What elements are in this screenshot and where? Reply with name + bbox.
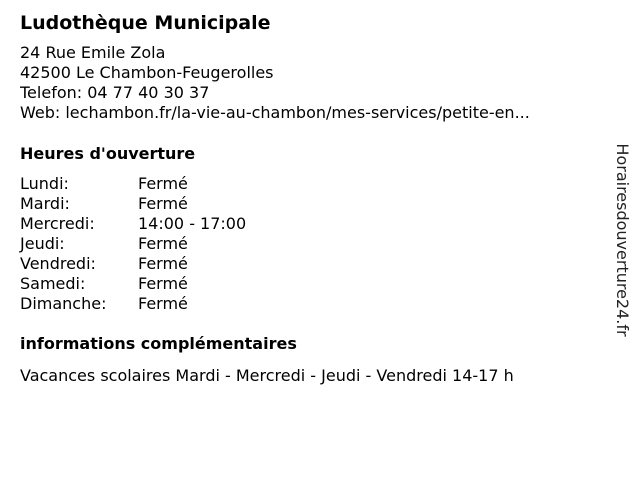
- day-hours: Fermé: [138, 254, 188, 273]
- address-block: [20, 43, 610, 123]
- opening-hours-table: [20, 174, 246, 314]
- opening-hours-heading: Heures d'ouverture: [20, 144, 196, 163]
- day-hours: Fermé: [138, 194, 188, 213]
- day-hours: Fermé: [138, 174, 188, 193]
- hours-row-tuesday: [20, 194, 246, 214]
- day-label: Lundi:: [20, 174, 69, 193]
- hours-row-sunday: [20, 294, 246, 314]
- hours-row-friday: [20, 254, 246, 274]
- day-label: Vendredi:: [20, 254, 96, 273]
- additional-info-text: Vacances scolaires Mardi - Mercredi - Jeudi - Vendredi 14-17 h: [20, 366, 514, 385]
- day-hours: Fermé: [138, 234, 188, 253]
- day-label: Mardi:: [20, 194, 70, 213]
- street-address: 24 Rue Emile Zola: [20, 43, 166, 62]
- additional-info-heading: informations complémentaires: [20, 334, 297, 353]
- place-title: Ludothèque Municipale: [20, 12, 271, 34]
- city-address: 42500 Le Chambon-Feugerolles: [20, 63, 274, 82]
- day-label: Mercredi:: [20, 214, 95, 233]
- website-link[interactable]: Web: lechambon.fr/la-vie-au-chambon/mes-services/petite-en...: [20, 103, 530, 122]
- hours-row-thursday: [20, 234, 246, 254]
- phone-number: Telefon: 04 77 40 30 37: [20, 83, 210, 102]
- day-hours: 14:00 - 17:00: [138, 214, 247, 233]
- day-label: Dimanche:: [20, 294, 107, 313]
- day-label: Jeudi:: [20, 234, 65, 253]
- day-hours: Fermé: [138, 294, 188, 313]
- hours-row-wednesday: [20, 214, 246, 234]
- place-card: [20, 10, 610, 386]
- site-brand-watermark: Horairesdouverture24.fr: [613, 143, 632, 337]
- hours-row-saturday: [20, 274, 246, 294]
- hours-row-monday: [20, 174, 246, 194]
- day-label: Samedi:: [20, 274, 86, 293]
- day-hours: Fermé: [138, 274, 188, 293]
